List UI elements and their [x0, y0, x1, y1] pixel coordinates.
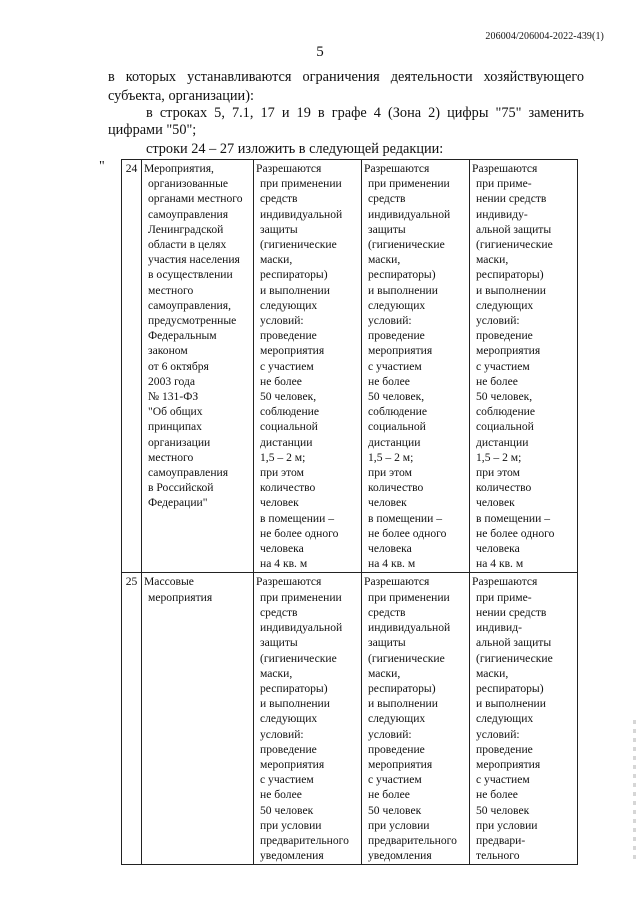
cell-line: принципах: [148, 420, 202, 434]
cell-line: (гигиенические: [476, 238, 553, 252]
table-cell-col5: [470, 160, 578, 573]
cell-line: 50 человек,: [476, 390, 533, 404]
cell-line: условий:: [368, 314, 412, 328]
cell-line: респираторы): [260, 681, 328, 695]
cell-line: и выполнении: [368, 697, 438, 711]
cell-line: Разрешаются: [364, 162, 430, 175]
cell-line: Разрешаются: [256, 575, 322, 589]
cell-line: и выполнении: [368, 283, 438, 297]
cell-line: человека: [476, 542, 520, 556]
cell-line: Разрешаются: [256, 162, 322, 175]
measures-table: [121, 159, 578, 865]
cell-line: Разрешаются: [472, 575, 538, 589]
cell-line: уведомления: [260, 849, 324, 863]
table-cell-col4: [362, 573, 470, 865]
cell-line: проведение: [476, 742, 533, 756]
cell-line: человека: [368, 542, 412, 556]
cell-line: не более: [368, 788, 410, 802]
cell-line: предусмотренные: [148, 314, 237, 328]
cell-line: 2003 года: [148, 374, 196, 388]
paragraph-line-2: субъекта, организации):: [108, 88, 254, 104]
cell-line: при условии: [368, 818, 430, 832]
cell-line: предварительного: [368, 833, 457, 847]
cell-line: средств: [260, 192, 298, 206]
cell-line: человека: [260, 542, 304, 556]
cell-line: маски,: [368, 666, 401, 680]
cell-line: на 4 кв. м: [368, 557, 416, 571]
cell-line: от 6 октября: [148, 359, 209, 373]
cell-line: проведение: [260, 742, 317, 756]
cell-line: средств: [368, 605, 406, 619]
cell-line: в осуществлении: [148, 268, 233, 282]
cell-line: не более одного: [260, 526, 339, 540]
cell-line: проведение: [476, 329, 533, 343]
cell-line: в помещении –: [260, 511, 335, 525]
cell-line: мероприятия: [368, 344, 433, 358]
cell-line: нении средств: [476, 605, 547, 619]
cell-line: местного: [148, 283, 194, 297]
cell-line: предвари-: [476, 833, 526, 847]
cell-line: при применении: [368, 177, 450, 191]
cell-line: и выполнении: [260, 283, 330, 297]
cell-line: Федерации": [148, 496, 208, 510]
cell-line: средств: [368, 192, 406, 206]
cell-line: мероприятия: [148, 590, 213, 604]
cell-line: проведение: [368, 329, 425, 343]
cell-line: не более: [260, 788, 302, 802]
paragraph-line-1: в которых устанавливаются ограничения деятельности хозяйствующего: [108, 69, 584, 85]
cell-line: респираторы): [476, 268, 544, 282]
cell-line: с участием: [368, 773, 422, 787]
cell-line: 50 человек: [260, 803, 314, 817]
cell-line: и выполнении: [476, 697, 546, 711]
cell-line: индивидуальной: [368, 621, 451, 635]
cell-line: № 131-ФЗ: [148, 390, 199, 404]
cell-line: Федеральным: [148, 329, 217, 343]
cell-line: индивиду-: [476, 207, 528, 221]
cell-line: следующих: [368, 298, 426, 312]
cell-line: проведение: [368, 742, 425, 756]
cell-line: и выполнении: [476, 283, 546, 297]
cell-line: и выполнении: [260, 697, 330, 711]
cell-line: органами местного: [148, 192, 243, 206]
cell-line: маски,: [260, 666, 293, 680]
cell-line: тельного: [476, 849, 520, 863]
paragraph-line-3: в строках 5, 7.1, 17 и 19 в графе 4 (Зона 2) цифры "75" заменить: [146, 105, 584, 121]
cell-line: соблюдение: [476, 405, 536, 419]
cell-line: (гигиенические: [476, 651, 553, 665]
cell-line: условий:: [476, 727, 520, 741]
cell-line: не более: [476, 788, 518, 802]
paragraph-line-4: цифрами "50";: [108, 122, 197, 138]
cell-line: количество: [368, 481, 424, 495]
cell-line: мероприятия: [476, 344, 541, 358]
cell-line: условий:: [260, 314, 304, 328]
cell-line: с участием: [476, 359, 530, 373]
cell-line: человек: [260, 496, 299, 510]
cell-line: соблюдение: [260, 405, 320, 419]
cell-line: самоуправления: [148, 207, 229, 221]
cell-line: организованные: [148, 177, 229, 191]
cell-line: маски,: [260, 253, 293, 267]
cell-line: следующих: [260, 712, 318, 726]
cell-line: 50 человек,: [260, 390, 317, 404]
cell-line: защиты: [260, 222, 298, 236]
cell-line: маски,: [476, 253, 509, 267]
cell-line: нении средств: [476, 192, 547, 206]
cell-line: маски,: [368, 253, 401, 267]
cell-line: в помещении –: [368, 511, 443, 525]
cell-line: индивидуальной: [368, 207, 451, 221]
cell-line: не более: [476, 374, 518, 388]
cell-line: следующих: [260, 298, 318, 312]
cell-line: 1,5 – 2 м;: [368, 450, 414, 464]
cell-line: респираторы): [368, 681, 436, 695]
cell-line: Ленинградской: [148, 222, 224, 236]
cell-line: при этом: [260, 466, 304, 480]
cell-line: (гигиенические: [260, 238, 337, 252]
cell-line: законом: [148, 344, 188, 358]
cell-line: при применении: [260, 177, 342, 191]
cell-line: в помещении –: [476, 511, 551, 525]
cell-line: при этом: [476, 466, 520, 480]
cell-line: 50 человек: [368, 803, 422, 817]
cell-line: проведение: [260, 329, 317, 343]
cell-line: 1,5 – 2 м;: [476, 450, 522, 464]
cell-line: условий:: [260, 727, 304, 741]
row-number-cell: 24: [122, 160, 142, 573]
cell-line: респираторы): [368, 268, 436, 282]
cell-line: соблюдение: [368, 405, 428, 419]
document-number: 206004/206004-2022-439(1): [485, 31, 604, 42]
cell-line: (гигиенические: [260, 651, 337, 665]
cell-line: самоуправления: [148, 466, 229, 480]
cell-line: Разрешаются: [364, 575, 430, 589]
cell-line: на 4 кв. м: [476, 557, 524, 571]
cell-line: социальной: [368, 420, 426, 434]
cell-line: индивидуальной: [260, 621, 343, 635]
cell-line: не более: [260, 374, 302, 388]
row-number-cell: 25: [122, 573, 142, 865]
table-cell-col5: [470, 573, 578, 865]
cell-line: респираторы): [260, 268, 328, 282]
table-cell-col3: [254, 160, 362, 573]
cell-line: количество: [476, 481, 532, 495]
cell-line: респираторы): [476, 681, 544, 695]
cell-line: при этом: [368, 466, 412, 480]
cell-line: с участием: [260, 359, 314, 373]
cell-line: на 4 кв. м: [260, 557, 308, 571]
cell-line: 50 человек,: [368, 390, 425, 404]
cell-line: альной защиты: [476, 636, 552, 650]
cell-line: защиты: [368, 636, 406, 650]
cell-line: 50 человек: [476, 803, 530, 817]
cell-line: дистанции: [260, 435, 313, 449]
cell-line: (гигиенические: [368, 238, 445, 252]
cell-line: дистанции: [476, 435, 529, 449]
cell-line: с участием: [260, 773, 314, 787]
cell-line: предварительного: [260, 833, 349, 847]
cell-line: не более: [368, 374, 410, 388]
page-number: 5: [316, 44, 324, 60]
opening-quote: ": [99, 159, 105, 174]
table-cell-col3: [254, 573, 362, 865]
cell-line: Разрешаются: [472, 162, 538, 175]
cell-line: не более одного: [476, 526, 555, 540]
paragraph-line-5: строки 24 – 27 изложить в следующей редакции:: [146, 141, 444, 157]
cell-line: 1,5 – 2 м;: [260, 450, 306, 464]
cell-line: индивид-: [476, 621, 522, 635]
cell-line: самоуправления,: [148, 298, 231, 312]
cell-line: социальной: [260, 420, 318, 434]
cell-line: Мероприятия,: [144, 162, 214, 175]
cell-line: человек: [476, 496, 515, 510]
cell-line: области в целях: [148, 238, 227, 252]
cell-line: местного: [148, 450, 194, 464]
cell-line: следующих: [476, 298, 534, 312]
cell-line: мероприятия: [260, 344, 325, 358]
cell-line: условий:: [476, 314, 520, 328]
cell-line: человек: [368, 496, 407, 510]
cell-line: защиты: [368, 222, 406, 236]
cell-line: социальной: [476, 420, 534, 434]
cell-line: (гигиенические: [368, 651, 445, 665]
table-row: [122, 160, 578, 573]
table-cell-col4: [362, 160, 470, 573]
cell-line: участия населения: [148, 253, 240, 267]
cell-line: "Об общих: [148, 405, 203, 419]
cell-line: при приме-: [476, 590, 532, 604]
cell-line: организации: [148, 435, 211, 449]
table-cell-col2: [142, 160, 254, 573]
cell-line: Массовые: [144, 575, 194, 589]
cell-line: дистанции: [368, 435, 421, 449]
cell-line: при применении: [260, 590, 342, 604]
table-cell-col2: [142, 573, 254, 865]
scan-edge-artifact: [633, 720, 636, 860]
cell-line: в Российской: [148, 481, 214, 495]
cell-line: количество: [260, 481, 316, 495]
cell-line: уведомления: [368, 849, 432, 863]
cell-line: мероприятия: [260, 757, 325, 771]
cell-line: при приме-: [476, 177, 532, 191]
cell-line: при применении: [368, 590, 450, 604]
cell-line: следующих: [368, 712, 426, 726]
cell-line: с участием: [476, 773, 530, 787]
cell-line: защиты: [260, 636, 298, 650]
table-row: [122, 573, 578, 865]
cell-line: индивидуальной: [260, 207, 343, 221]
cell-line: следующих: [476, 712, 534, 726]
cell-line: условий:: [368, 727, 412, 741]
cell-line: с участием: [368, 359, 422, 373]
cell-line: средств: [260, 605, 298, 619]
cell-line: мероприятия: [368, 757, 433, 771]
cell-line: при условии: [260, 818, 322, 832]
cell-line: при условии: [476, 818, 538, 832]
cell-line: маски,: [476, 666, 509, 680]
cell-line: мероприятия: [476, 757, 541, 771]
cell-line: альной защиты: [476, 222, 552, 236]
cell-line: не более одного: [368, 526, 447, 540]
